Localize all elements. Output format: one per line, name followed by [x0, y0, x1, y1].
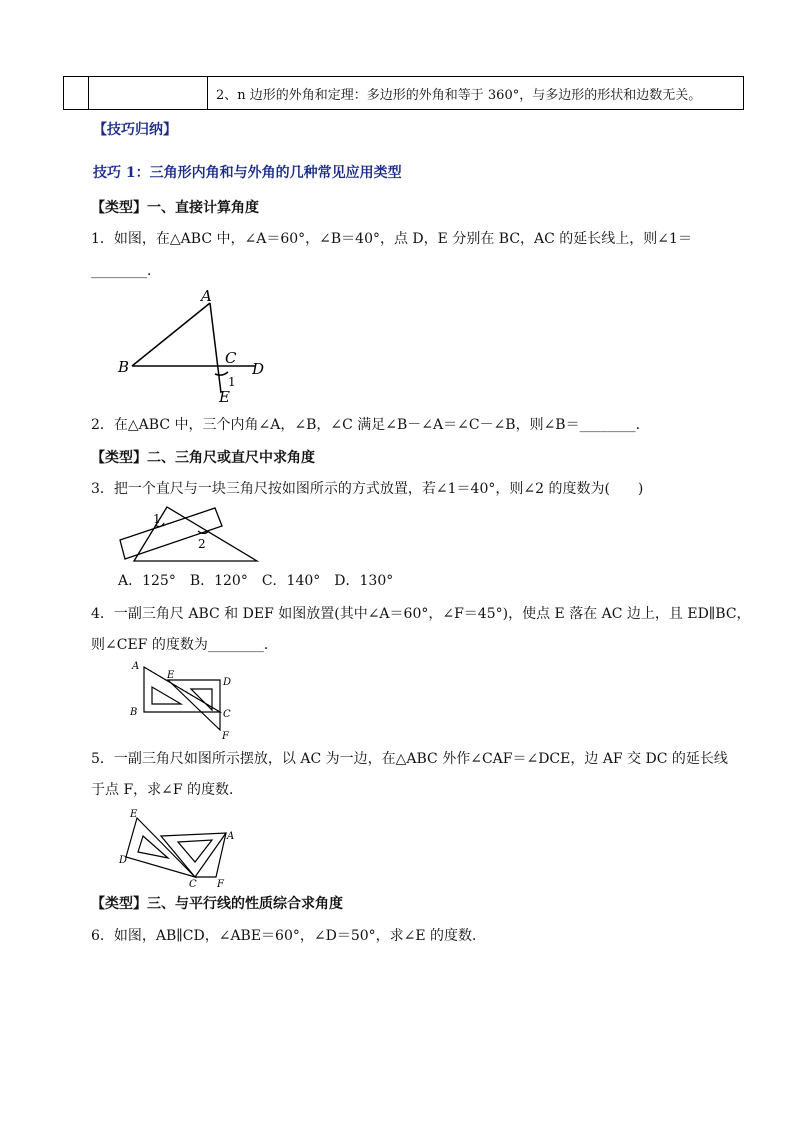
fig1-label-c: C	[225, 349, 237, 367]
fig4-label-d: D	[223, 677, 232, 688]
fig4-label-b: B	[130, 707, 138, 718]
figure-4-set-squares	[125, 657, 245, 741]
type2-heading: 【类型】二、三角尺或直尺中求角度	[91, 450, 315, 466]
fig1-label-e: E	[219, 388, 230, 406]
question-4-line2: 则∠CEF 的度数为________．	[91, 637, 278, 653]
table-row	[64, 77, 744, 110]
fig1-label-a: A	[201, 287, 212, 305]
fig1-label-angle1: 1	[228, 375, 236, 389]
skills-heading: 【技巧归纳】	[93, 122, 177, 138]
fig4-label-f: F	[222, 731, 229, 741]
fig1-label-d: D	[252, 360, 265, 378]
question-5: 5．一副三角尺如图所示摆放，以 AC 为一边，在△ABC 外作∠CAF＝∠DCE，边 AF 交 DC 的延长线	[91, 751, 728, 767]
question-3-options: A．125° B．120° C．140° D．130°	[118, 573, 394, 589]
type3-heading: 【类型】三、与平行线的性质综合求角度	[91, 896, 343, 912]
fig3-label-angle1: 1	[153, 512, 161, 526]
question-3: 3．把一个直尺与一块三角尺按如图所示的方式放置，若∠1＝40°，则∠2 的度数为( )	[91, 481, 644, 497]
fig5-label-a: A	[227, 831, 235, 842]
figure-3-ruler-triangle	[112, 503, 262, 567]
table-cell-empty-2	[89, 77, 208, 110]
question-4: 4．一副三角尺 ABC 和 DEF 如图放置(其中∠A＝60°，∠F＝45°)，使点 E 落在 AC 边上，且 ED∥BC，	[91, 606, 751, 622]
summary-table	[63, 76, 744, 110]
fig3-label-angle2: 2	[198, 537, 206, 551]
fig5-label-f: F	[217, 879, 224, 887]
figure-1-triangle	[110, 284, 280, 406]
skill1-title: 技巧 1：三角形内角和与外角的几种常见应用类型	[93, 165, 402, 181]
fig5-label-c: C	[189, 879, 197, 887]
type1-heading: 【类型】一、直接计算角度	[91, 200, 259, 216]
fig4-label-c: C	[223, 709, 231, 720]
question-2: 2．在△ABC 中，三个内角∠A，∠B，∠C 满足∠B－∠A＝∠C－∠B，则∠B＝________．	[91, 417, 650, 433]
fig1-label-b: B	[118, 358, 130, 376]
table-cell-empty-1	[64, 77, 89, 110]
question-6: 6．如图，AB∥CD，∠ABE＝60°，∠D＝50°，求∠E 的度数．	[91, 928, 487, 944]
figure-5-set-squares	[113, 805, 245, 887]
table-cell-theorem: 2、n 边形的外角和定理：多边形的外角和等于 360°，与多边形的形状和边数无关。	[208, 77, 744, 110]
fig5-label-e: E	[130, 809, 138, 820]
fig4-label-a: A	[132, 661, 140, 672]
fig5-label-d: D	[119, 855, 128, 866]
question-1-blank: ________．	[91, 263, 161, 279]
question-5-line2: 于点 F，求∠F 的度数．	[91, 782, 244, 798]
fig4-label-e: E	[167, 670, 175, 681]
question-1: 1．如图，在△ABC 中，∠A＝60°，∠B＝40°，点 D，E 分别在 BC，AC 的延长线上，则∠1＝	[91, 231, 692, 247]
